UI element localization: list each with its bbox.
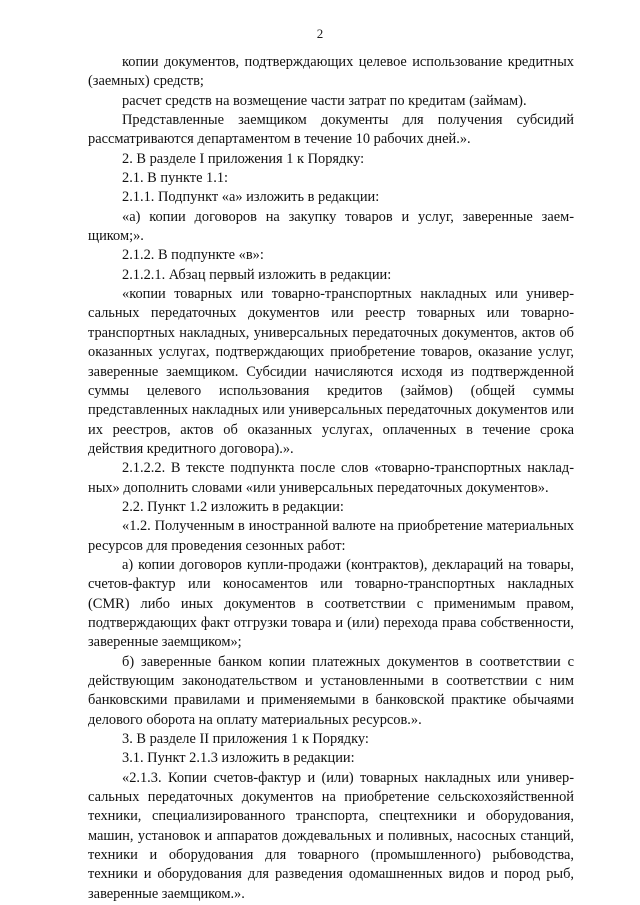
paragraph: 3.1. Пункт 2.1.3 изложить в редакции: [122, 750, 355, 767]
paragraph: 2.1. В пункте 1.1: [122, 170, 229, 187]
paragraph: 2.1.1. Подпункт «а» изложить в редакции: [122, 189, 380, 206]
paragraph: 2.2. Пункт 1.2 изложить в редакции: [122, 498, 344, 515]
paragraph: 2.1.2.1. Абзац первый изложить в редакции: [122, 266, 392, 283]
paragraph: б) заверенные банком копии платежных документов в соответствии с действующим законодательством и установленными в соответствии с ним банковскими правилами и применяемыми в банковской практике обычаями делового оборота на оплату материальных ресурсов.». [88, 653, 574, 728]
document-body [88, 53, 574, 904]
page-number: 2 [316, 26, 324, 41]
paragraph: «2.1.3. Копии счетов-фактур и (или) товарных накладных или универсальных передаточных документов на приобретение сельскохозяйственной техники, специализированного транспорта, спецтехники и оборудования, машин, установок и аппаратов дождевальных и поливных, насосных станций, техники и оборудования для товарного (промышленного) рыбоводства, техники и оборудования для разведения одомашненных видов и пород рыб, заверенные заемщиком.». [88, 769, 574, 902]
paragraph: Представленные заемщиком документы для получения субсидий рассматриваются департаментом в течение 10 рабочих дней.». [88, 112, 574, 148]
paragraph: «а) копии договоров на закупку товаров и услуг, заверенные заемщиком;». [88, 208, 574, 245]
paragraph: расчет средств на возмещение части затрат по кредитам (займам). [122, 92, 527, 109]
paragraph: копии документов, подтверждающих целевое использование кредитных (заемных) средств; [88, 54, 574, 90]
paragraph: 2.1.2. В подпункте «в»: [122, 247, 264, 264]
paragraph: 2.1.2.2. В тексте подпункта после слов «товарно-транспортных накладных» дополнить словами «или универсальных передаточных документов». [88, 460, 574, 496]
paragraph: «копии товарных или товарно-транспортных накладных или универсальных передаточных документов или реестр товарных или товарно-транспортных накладных, универсальных передаточных документов, актов об оказанных услугах, подтверждающих приобретение товаров, оказание услуг, заверенные заемщиком. Субсидии начисляются исходя из подтвержденной суммы целевого использования кредитов (займов) (общей суммы представленных накладных или универсальных передаточных документов или их реестров, актов об оказанных услугах, оплаченных в течение срока действия кредитного договора).». [88, 286, 574, 457]
paragraph: а) копии договоров купли-продажи (контрактов), деклараций на товары, счетов-фактур или коносаментов или товарно-транспортных накладных (CMR) либо иных документов в соответствии с применимым правом, подтверждающих факт отгрузки товара и (или) перехода права собственности, заверенные заемщиком»; [88, 556, 574, 651]
paragraph: «1.2. Полученным в иностранной валюте на приобретение материальных ресурсов для проведения сезонных работ: [88, 518, 574, 554]
paragraph: 2. В разделе I приложения 1 к Порядку: [122, 150, 365, 167]
paragraph: 3. В разделе II приложения 1 к Порядку: [122, 731, 369, 748]
